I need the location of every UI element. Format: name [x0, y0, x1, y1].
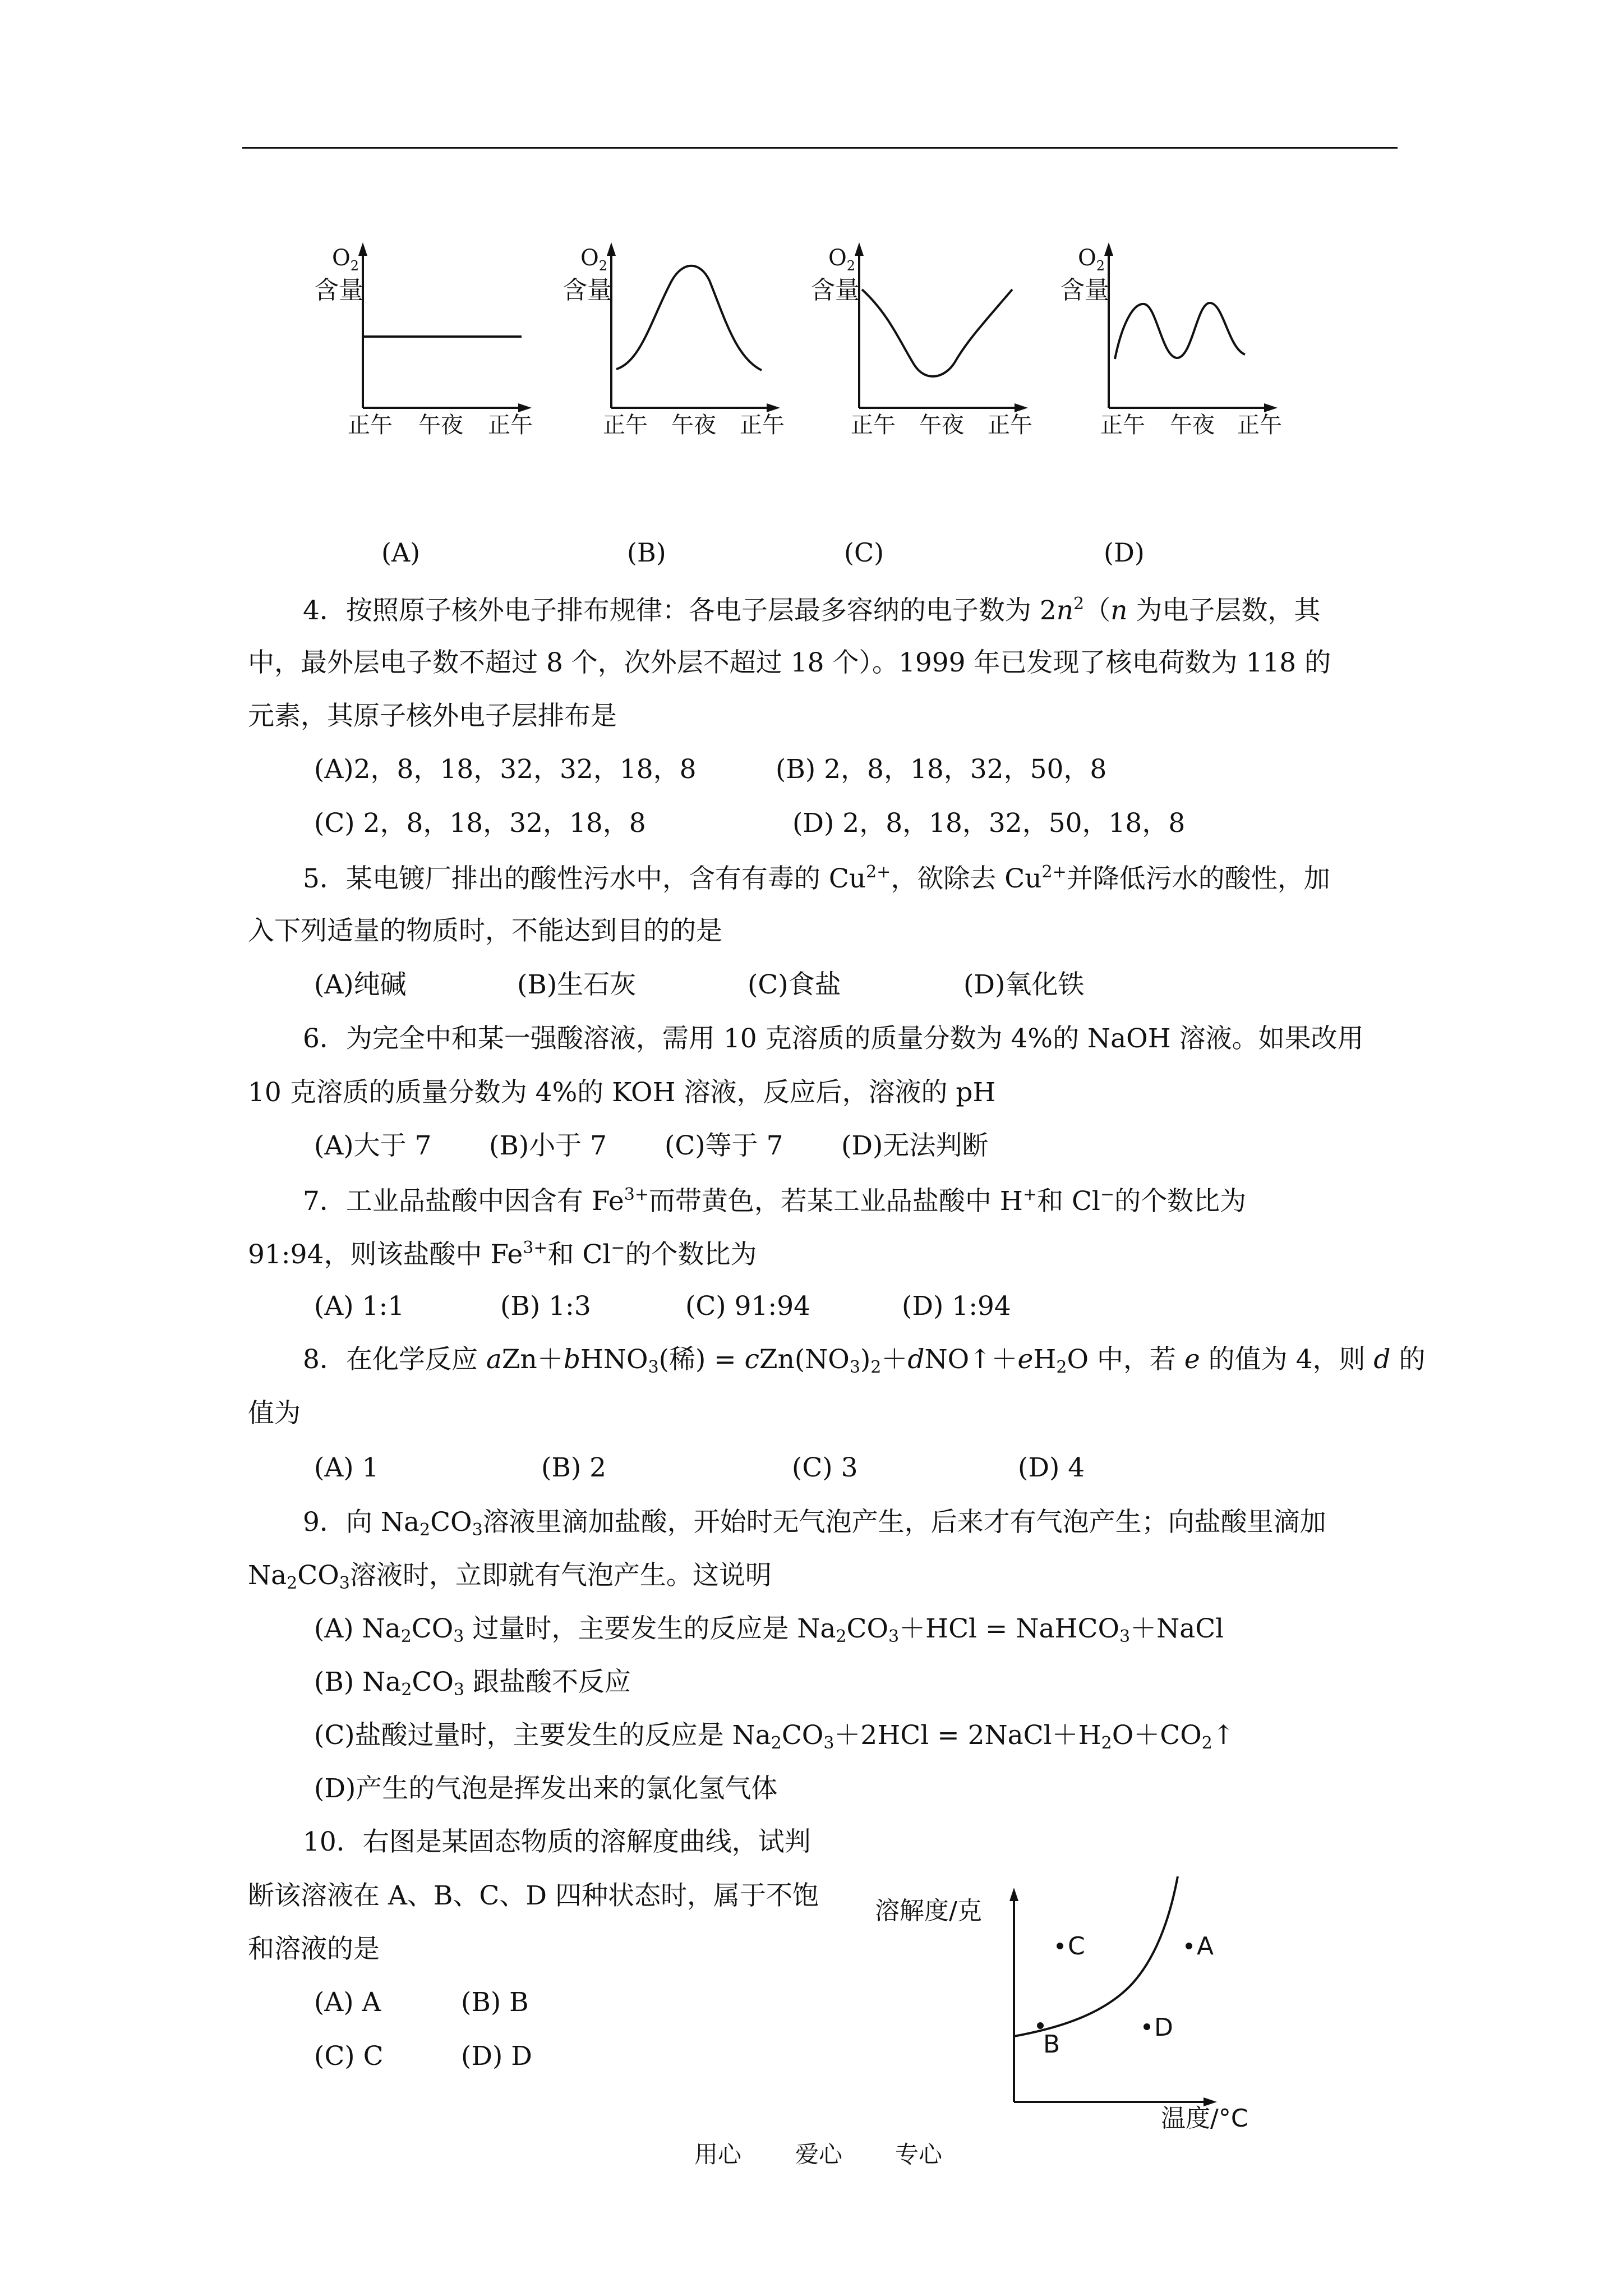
q7-option-d: (D) 1:94 — [902, 1291, 1011, 1322]
graph-c-xtick-1: 正午 — [851, 412, 896, 438]
graph-a-xtick-2: 午夜 — [418, 412, 463, 438]
footer-text-1: 用心 — [694, 2141, 742, 2168]
graph-d — [1060, 236, 1284, 460]
q8-option-d: (D) 4 — [1018, 1452, 1085, 1483]
q10-line2: 断该溶液在 A、B、C、D 四种状态时，属于不饱 — [248, 1880, 819, 1911]
footer-text-2: 爱心 — [795, 2141, 843, 2168]
q5-line1: 5．某电镀厂排出的酸性污水中，含有有毒的 $Cu^{2+}$，欲除去 $Cu^{2+}$并降低污水的酸性，加 — [303, 862, 1330, 894]
q4-line1: 4．按照原子核外电子排布规律：各电子层最多容纳的电子数为 $2n^2(n$ 为电子层数，其 — [303, 594, 1321, 626]
q10-line3: 和溶液的是 — [248, 1934, 380, 1964]
graph-a — [314, 236, 538, 460]
graph-a-xtick-3: 正午 — [488, 412, 533, 438]
graph-a-ylabel: 含量 — [314, 276, 363, 305]
graph-b-xtick-3: 正午 — [740, 412, 785, 438]
q7-option-b: (B) 1:3 — [500, 1291, 591, 1322]
header-rule — [242, 147, 1398, 149]
graph-d-caption: (D) — [1104, 537, 1145, 568]
q6-line2: 10 克溶质的质量分数为 4%的 KOH 溶液，反应后，溶液的 pH — [248, 1077, 996, 1108]
q6-line1: 6．为完全中和某一强酸溶液，需用 10 克溶质的质量分数为 4%的 NaOH 溶液。如果改用 — [303, 1023, 1364, 1054]
q9-line1: 9．向 $Na_2CO_3$溶液里滴加盐酸，开始时无气泡产生，后来才有气泡产生；向盐酸里滴加 — [303, 1507, 1326, 1540]
q6-option-c: (C)等于 7 — [665, 1130, 783, 1161]
q10-option-a: (A) A — [314, 1987, 381, 2018]
q5-line2: 入下列适量的物质时，不能达到目的的是 — [248, 915, 722, 946]
graph-d-xtick-2: 午夜 — [1170, 412, 1215, 438]
q5-option-c: (C)食盐 — [748, 969, 841, 1000]
graph-b-xtick-2: 午夜 — [671, 412, 716, 438]
solubility-ylabel: 溶解度/克 — [875, 1897, 982, 1925]
graph-d-xtick-1: 正午 — [1100, 412, 1145, 438]
solubility-xlabel: 温度/°C — [1161, 2104, 1248, 2133]
q7-option-a: (A) 1:1 — [314, 1291, 405, 1322]
graph-c — [810, 236, 1035, 460]
q4-line2: 中，最外层电子数不超过 8 个，次外层不超过 18 个）。1999 年已发现了核电荷数为 118 的 — [248, 647, 1331, 678]
q10-option-b: (B) B — [461, 1987, 529, 2018]
point-c-label: C — [1068, 1932, 1085, 1961]
point-d-dot — [1144, 2023, 1150, 2030]
q4-option-a: (A)2，8，18，32，32，18，8 — [314, 754, 697, 785]
q6-option-d: (D)无法判断 — [841, 1130, 989, 1161]
graph-b-xtick-1: 正午 — [603, 412, 648, 438]
graph-c-xtick-2: 午夜 — [919, 412, 964, 438]
q5-option-d: (D)氧化铁 — [963, 969, 1085, 1000]
q7-line1: 7．工业品盐酸中因含有 $Fe^{3+}$而带黄色，若某工业品盐酸中 H+和 Cl−的个数比为 — [303, 1185, 1247, 1217]
graph-b-ylabel: 含量 — [562, 276, 612, 305]
q9-line2: $Na_2CO_3$溶液时，立即就有气泡产生。这说明 — [248, 1560, 772, 1593]
graph-d-curve — [1115, 303, 1245, 359]
graph-a-ylabel-top: $O_2$ — [332, 245, 359, 274]
q6-option-a: (A)大于 7 — [314, 1130, 432, 1161]
graph-c-caption: (C) — [844, 537, 884, 568]
q8-option-c: (C) 3 — [792, 1452, 858, 1483]
q4-line3: 元素，其原子核外电子层排布是 — [248, 701, 617, 731]
graph-a-caption: (A) — [381, 537, 421, 568]
graph-c-ylabel: 含量 — [810, 276, 860, 305]
graph-b-caption: (B) — [627, 537, 666, 568]
graph-c-ylabel-top: $O_2$ — [828, 245, 856, 274]
q4-option-c: (C) 2，8，18，32，18，8 — [314, 808, 646, 839]
point-a-dot — [1186, 1943, 1192, 1949]
q5-option-a: (A)纯碱 — [314, 969, 407, 1000]
graph-b — [562, 236, 787, 460]
graph-b-ylabel-top: $O_2$ — [580, 245, 608, 274]
graph-d-xtick-3: 正午 — [1237, 412, 1282, 438]
graph-b-curve — [616, 266, 762, 370]
footer-text-3: 专心 — [895, 2141, 943, 2168]
point-b-label: B — [1043, 2030, 1061, 2059]
q8-line1: 8．在化学反应 aZn＋bHNO$_3$(稀) = $cZn(NO_3)_2+dNO↑+eH_2O$ 中，若 e 的值为 4，则 d 的 — [303, 1344, 1426, 1377]
q4-option-b: (B) 2，8，18，32，50，8 — [776, 754, 1107, 785]
graph-a-xtick-1: 正午 — [348, 412, 393, 438]
q6-option-b: (B)小于 7 — [489, 1130, 607, 1161]
q8-option-b: (B) 2 — [541, 1452, 607, 1483]
q10-option-d: (D) D — [461, 2041, 532, 2072]
q9-option-a: (A) $Na_2CO_3$ 过量时，主要发生的反应是 $Na_2CO_3+HCl$ = NaHCO$_3$＋NaCl — [314, 1613, 1224, 1646]
q9-option-d: (D)产生的气泡是挥发出来的氯化氢气体 — [314, 1773, 778, 1804]
point-b-dot — [1037, 2022, 1044, 2029]
point-c-dot — [1057, 1943, 1063, 1949]
solubility-curve — [1014, 1876, 1178, 2036]
q7-line2: 91:94，则该盐酸中 $Fe^{3+}$和 Cl−的个数比为 — [248, 1238, 757, 1270]
q8-option-a: (A) 1 — [314, 1452, 379, 1483]
solubility-graph — [875, 1876, 1279, 2134]
q10-line1: 10．右图是某固态物质的溶解度曲线，试判 — [303, 1826, 811, 1857]
q4-option-d: (D) 2，8，18，32，50，18，8 — [792, 808, 1186, 839]
graph-d-ylabel-top: $O_2$ — [1078, 245, 1105, 274]
q10-option-c: (C) C — [314, 2041, 384, 2072]
graph-c-xtick-3: 正午 — [988, 412, 1032, 438]
q8-line2: 值为 — [248, 1398, 301, 1429]
point-a-label: A — [1197, 1932, 1214, 1961]
q5-option-b: (B)生石灰 — [517, 969, 637, 1000]
q9-option-c: (C)盐酸过量时，主要发生的反应是 $Na_2CO_3+2HCl$ = $2NaCl+H_2O+CO_2↑$ — [314, 1720, 1235, 1753]
q9-option-b: (B) $Na_2CO_3$ 跟盐酸不反应 — [314, 1667, 631, 1700]
graph-d-ylabel: 含量 — [1060, 276, 1109, 305]
graph-c-curve — [862, 289, 1012, 376]
point-d-label: D — [1154, 2013, 1173, 2042]
q7-option-c: (C) 91:94 — [685, 1291, 811, 1322]
